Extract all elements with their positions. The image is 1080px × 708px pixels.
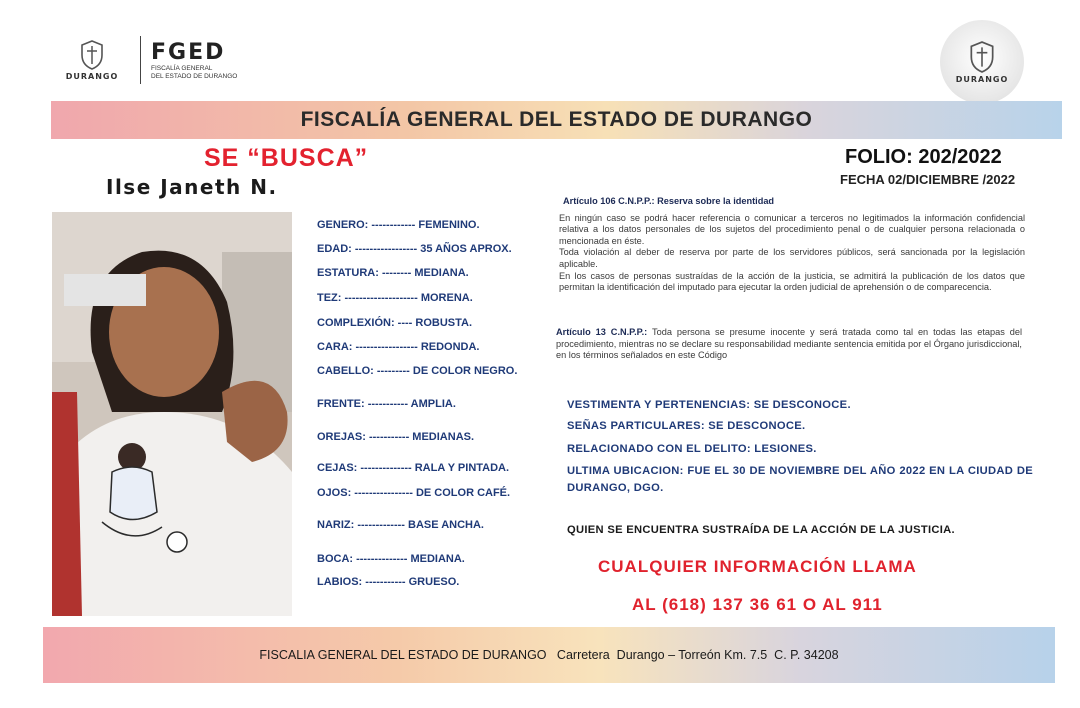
person-name: Ilse Janeth N. (106, 175, 278, 199)
durango-seal (52, 30, 132, 90)
desc-cejas: CEJAS: -------------- RALA Y PINTADA. (317, 462, 510, 474)
delito-line: RELACIONADO CON EL DELITO: LESIONES. (567, 443, 817, 455)
eye-blur-bar (64, 274, 146, 306)
art106-paragraph-3: En los casos de personas sustraídas de la acción de la justicia, se admitirá la publicación de los datos que permitan la identificación del imputado para ejecutar la orden judicial de aprehensión o de comparecencia. (559, 270, 1025, 293)
seal-text: DURANGO (65, 71, 119, 81)
fged-logo (52, 30, 257, 90)
art106-paragraph-2: Toda violación al deber de reserva por parte de los servidores públicos, será sancionada por la legislación aplicable. (559, 247, 1025, 269)
folio-date: FECHA 02/DICIEMBRE /2022 (840, 172, 1016, 187)
legal-article-106 (559, 196, 1025, 294)
call-to-action: CUALQUIER INFORMACIÓN LLAMA (598, 557, 917, 576)
durango-round-seal (940, 20, 1024, 104)
desc-labios: LABIOS: ----------- GRUESO. (317, 576, 460, 588)
art106-paragraph-1: En ningún caso se podrá hacer referencia o comunicar a terceros no legitimados la información confidencial relativa a los datos personales de los sujetos del procedimiento penal o de cualquier persona relacionada o mencionada en éste. (559, 212, 1025, 246)
desc-genero: GENERO: ------------ FEMENINO. (317, 219, 480, 231)
art13-title: Artículo 13 C.N.P.P.: (556, 327, 648, 337)
fged-subtitle-2: DEL ESTADO DE DURANGO (151, 72, 238, 80)
fged-acronym: FGED (151, 39, 226, 65)
seal-text: DURANGO (955, 74, 1009, 84)
desc-nariz: NARIZ: ------------- BASE ANCHA. (317, 519, 484, 531)
vestimenta-line: VESTIMENTA Y PERTENENCIAS: SE DESCONOCE. (567, 399, 851, 411)
shield-icon (968, 41, 996, 73)
folio-number: FOLIO: 202/2022 (845, 146, 1002, 168)
legal-article-13 (556, 327, 1022, 362)
logo-divider (140, 36, 141, 84)
desc-complexion: COMPLEXIÓN: ---- ROBUSTA. (317, 317, 473, 329)
desc-frente: FRENTE: ----------- AMPLIA. (317, 398, 456, 410)
phone-numbers: AL (618) 137 36 61 O AL 911 (632, 595, 883, 614)
art13-text: Toda persona se presume inocente y será tratada como tal en todas las etapas del procedimiento, mientras no se declare su responsabilidad mediante sentencia emitida por el Órgano jurisdiccional, en los términos señalados en este Código (556, 327, 1022, 361)
sustraida-line: QUIEN SE ENCUENTRA SUSTRAÍDA DE LA ACCIÓN DE LA JUSTICIA. (567, 524, 955, 536)
desc-orejas: OREJAS: ----------- MEDIANAS. (317, 431, 475, 443)
senas-line: SEÑAS PARTICULARES: SE DESCONOCE. (567, 420, 806, 432)
desc-edad: EDAD: ----------------- 35 AÑOS APROX. (317, 243, 512, 255)
desc-estatura: ESTATURA: -------- MEDIANA. (317, 267, 469, 279)
title-banner (51, 101, 1062, 139)
desc-ojos: OJOS: ---------------- DE COLOR CAFÉ. (317, 487, 511, 499)
desc-tez: TEZ: -------------------- MORENA. (317, 292, 473, 304)
fged-subtitle-1: FISCALÍA GENERAL (151, 64, 213, 72)
shield-icon (79, 40, 105, 70)
banner-title: FISCALÍA GENERAL DEL ESTADO DE DURANGO (300, 108, 813, 131)
art106-title: Artículo 106 C.N.P.P.: Reserva sobre la identidad (563, 196, 775, 206)
ubicacion-line: ULTIMA UBICACION: FUE EL 30 DE NOVIEMBRE DEL AÑO 2022 EN LA CIUDAD DE DURANGO, DGO. (567, 465, 1033, 494)
footer-banner (43, 627, 1055, 683)
se-busca-heading: SE “BUSCA” (204, 144, 369, 172)
desc-boca: BOCA: -------------- MEDIANA. (317, 553, 465, 565)
person-photo (52, 212, 292, 616)
footer-address: FISCALIA GENERAL DEL ESTADO DE DURANGO Carretera Durango – Torreón Km. 7.5 C. P. 34208 (259, 648, 839, 662)
desc-cara: CARA: ----------------- REDONDA. (317, 341, 480, 353)
desc-cabello: CABELLO: --------- DE COLOR NEGRO. (317, 365, 518, 377)
